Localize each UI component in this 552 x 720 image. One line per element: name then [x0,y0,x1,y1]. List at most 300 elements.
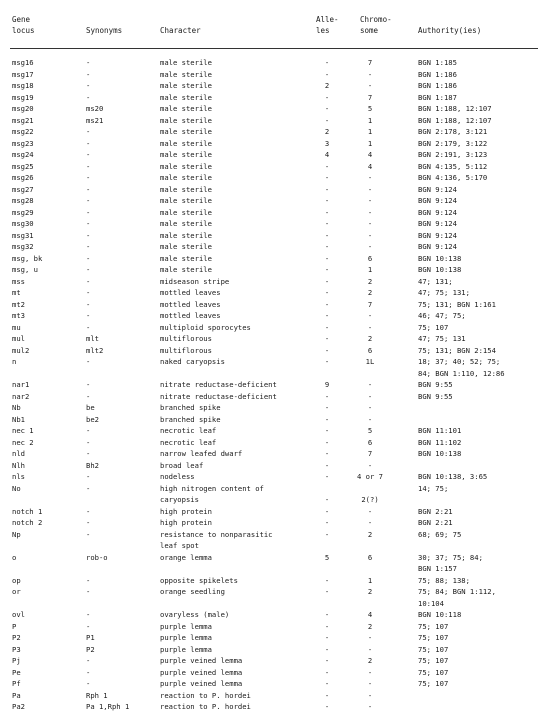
table-row [0,70,552,80]
character-cell: male sterile [160,127,212,136]
chromosome-cell: 2(?) [361,495,379,504]
character-cell: male sterile [160,173,212,182]
alleles-cell: - [324,322,330,332]
gene-locus-cell: msg, bk [12,253,43,263]
character-cell: purple veined lemma [160,679,243,688]
character-cell: nitrate reductase-deficient [160,380,277,389]
alleles-cell: 4 [324,150,330,159]
alleles-cell: - [324,242,330,251]
character-cell: male sterile [160,230,212,240]
table-row [0,587,552,597]
chromosome-cell: - [367,702,373,711]
character-cell: purple veined lemma [160,667,243,677]
table-row [0,449,552,459]
alleles-cell: - [324,460,330,470]
table-row [0,150,552,160]
chromosome-cell: 6 [367,552,373,562]
character-cell: branched spike [160,403,221,412]
authority-cell: 75; 107 [418,667,449,677]
synonyms-cell: - [86,575,91,585]
synonyms-cell: mlt [86,334,99,343]
alleles-cell: - [324,472,330,481]
gene-locus-cell: msg21 [12,115,34,125]
synonyms-cell: - [86,426,91,435]
table-row [0,679,552,689]
gene-locus-cell: ovl [12,610,25,619]
gene-locus-cell: msg24 [12,150,34,159]
character-cell: male sterile [160,58,212,67]
synonyms-cell: - [86,587,91,596]
table-row [0,599,552,609]
table-row [0,461,552,471]
gene-locus-cell: mt3 [12,311,25,320]
authority-cell: 10:104 [418,598,444,608]
table-row [0,507,552,517]
authority-cell: 46; 47; 75; [418,311,466,320]
synonyms-cell: be [86,403,95,412]
chromosome-cell: - [367,518,373,527]
authority-cell: BGN 9:124 [418,184,457,194]
alleles-cell: - [324,311,330,320]
chromosome-cell: - [367,403,373,412]
authority-cell: BGN 4:135, 5:112 [418,161,488,171]
alleles-cell: - [324,437,330,447]
table-row [0,254,552,264]
table-row [0,127,552,137]
table-row [0,173,552,183]
synonyms-cell: - [86,610,91,619]
table-row [0,277,552,287]
chromosome-cell: 1 [367,575,373,585]
alleles-cell: - [324,104,330,113]
character-cell: male sterile [160,92,212,102]
character-cell: resistance to nonparasitic [160,529,273,539]
table-row [0,300,552,310]
authority-cell: BGN 10:138 [418,265,462,274]
authority-cell: BGN 1:186 [418,81,457,90]
alleles-cell: - [324,529,330,539]
gene-locus-cell: Nb [12,403,21,412]
gene-locus-cell: P3 [12,644,21,654]
synonyms-cell: - [86,207,91,217]
character-cell: male sterile [160,219,212,228]
synonyms-cell: - [86,357,91,366]
synonyms-cell: - [86,173,91,182]
gene-locus-cell: P [12,621,17,631]
alleles-cell: - [324,265,330,274]
gene-locus-cell: Pe [12,667,21,677]
authority-cell: BGN 1:185 [418,58,457,67]
table-row [0,438,552,448]
gene-locus-cell: nec 2 [12,437,34,447]
chromosome-cell: - [367,81,373,90]
gene-locus-cell: msg26 [12,173,34,182]
chromosome-cell: 2 [367,276,373,286]
chromosome-cell: 7 [367,449,373,458]
alleles-cell: - [324,667,330,677]
character-cell: male sterile [160,161,212,171]
synonyms-cell: - [86,127,91,136]
header-authority: Authority(ies) [418,26,482,35]
character-cell: nitrate reductase-deficient [160,391,277,401]
table-row [0,162,552,172]
alleles-cell: - [324,173,330,182]
chromosome-cell: 2 [367,529,373,539]
alleles-cell: - [324,357,330,366]
authority-cell: BGN 9:55 [418,380,453,389]
synonyms-cell: - [86,656,91,665]
synonyms-cell: ms20 [86,104,104,113]
chromosome-cell: - [367,667,373,677]
alleles-cell: - [324,69,330,79]
synonyms-cell: - [86,230,91,240]
character-cell: male sterile [160,115,212,125]
character-cell: caryopsis [160,495,199,504]
alleles-cell: - [324,679,330,688]
table-row [0,541,552,551]
chromosome-cell: 4 [367,610,373,619]
gene-locus-cell: notch 1 [12,506,43,516]
synonyms-cell: - [86,506,91,516]
chromosome-cell: 4 or 7 [357,472,383,481]
alleles-cell: - [324,702,330,711]
table-row [0,403,552,413]
gene-locus-cell: msg31 [12,230,34,240]
authority-cell: 75; 88; 138; [418,575,470,585]
gene-locus-cell: mul [12,334,25,343]
alleles-cell: - [324,230,330,240]
authority-cell: 18; 37; 40; 52; 75; [418,357,501,366]
table-row [0,426,552,436]
chromosome-cell: - [367,207,373,217]
chromosome-cell: 6 [367,345,373,355]
character-cell: branched spike [160,414,221,424]
authority-cell: BGN 10:138 [418,449,462,458]
header-rule [10,48,538,49]
character-cell: male sterile [160,69,212,79]
chromosome-cell: - [367,690,373,700]
synonyms-cell: - [86,437,91,447]
authority-cell: BGN 9:124 [418,230,457,240]
chromosome-cell: 1L [365,357,375,366]
character-cell: multiploid sporocytes [160,322,251,332]
synonyms-cell: Bh2 [86,460,99,470]
synonyms-cell: - [86,265,91,274]
synonyms-cell: P1 [86,633,95,642]
alleles-cell: 2 [324,127,330,136]
alleles-cell: - [324,633,330,642]
alleles-cell: - [324,58,330,67]
alleles-cell: 3 [324,138,330,148]
table-row [0,415,552,425]
table-row [0,576,552,586]
chromosome-cell: 1 [367,115,373,125]
chromosome-cell: - [367,219,373,228]
authority-cell: BGN 2:21 [418,518,453,527]
table-row [0,81,552,91]
chromosome-cell: - [367,679,373,688]
header-gene-locus: Gene locus [12,15,35,35]
table-row [0,656,552,666]
authority-cell: BGN 11:101 [418,426,462,435]
gene-locus-cell: msg17 [12,69,34,79]
alleles-cell: - [324,92,330,102]
alleles-cell: 5 [324,552,330,562]
gene-locus-cell: msg28 [12,196,34,205]
header-chromosome: Chromo- some [360,15,392,35]
authority-cell: 75; 107 [418,621,449,631]
character-cell: nodeless [160,472,195,481]
gene-locus-cell: msg22 [12,127,34,136]
chromosome-cell: 1 [367,265,373,274]
character-cell: broad leaf [160,460,204,470]
character-cell: male sterile [160,184,212,194]
synonyms-cell: be2 [86,414,99,424]
chromosome-cell: 4 [367,161,373,171]
table-row [0,242,552,252]
alleles-cell: - [324,587,330,596]
table-row [0,495,552,505]
synonyms-cell: - [86,138,91,148]
table-row [0,139,552,149]
chromosome-cell: 7 [367,299,373,309]
table-row [0,58,552,68]
synonyms-cell: - [86,391,91,401]
authority-cell: 75; 131; BGN 2:154 [418,345,496,355]
authority-cell: BGN 1:188, 12:107 [418,115,492,125]
alleles-cell: - [324,644,330,654]
synonyms-cell: rob-o [86,552,108,562]
synonyms-cell: Rph 1 [86,690,108,700]
authority-cell: BGN 2:178, 3:121 [418,127,488,136]
table-row [0,610,552,620]
alleles-cell: - [324,506,330,516]
gene-locus-cell: msg19 [12,92,34,102]
chromosome-cell: 5 [367,104,373,113]
character-cell: male sterile [160,196,212,205]
synonyms-cell: - [86,679,91,688]
gene-locus-cell: msg18 [12,81,34,90]
synonyms-cell: - [86,196,91,205]
alleles-cell: - [324,334,330,343]
authority-cell: 75; 131; BGN 1:161 [418,299,496,309]
alleles-cell: - [324,518,330,527]
authority-cell: BGN 1:188, 12:107 [418,104,492,113]
synonyms-cell: - [86,58,91,67]
alleles-cell: - [324,414,330,424]
authority-cell: BGN 2:21 [418,506,453,516]
synonyms-cell: - [86,322,91,332]
character-cell: reaction to P. hordei [160,702,251,711]
alleles-cell: - [324,288,330,297]
authority-cell: BGN 2:179, 3:122 [418,138,488,148]
character-cell: multiflorous [160,345,212,355]
authority-cell: 68; 69; 75 [418,529,462,539]
character-cell: male sterile [160,104,212,113]
character-cell: male sterile [160,207,212,217]
character-cell: male sterile [160,265,212,274]
gene-locus-cell: mt [12,288,21,297]
gene-locus-cell: msg27 [12,184,34,194]
chromosome-cell: - [367,391,373,401]
gene-locus-cell: msg16 [12,58,34,67]
authority-cell: 75; 107 [418,633,449,642]
table-row [0,196,552,206]
authority-cell: 75; 107 [418,679,449,688]
chromosome-cell: - [367,414,373,424]
authority-cell: 14; 75; [418,483,449,493]
synonyms-cell: P2 [86,644,95,654]
chromosome-cell: - [367,173,373,182]
chromosome-cell: - [367,184,373,194]
table-row [0,346,552,356]
table-row [0,622,552,632]
authority-cell: 84; BGN 1:110, 12:86 [418,368,505,378]
gene-locus-cell: msg, u [12,265,38,274]
character-cell: necrotic leaf [160,426,217,435]
synonyms-cell: - [86,667,91,677]
alleles-cell: - [324,610,330,619]
chromosome-cell: 6 [367,253,373,263]
character-cell: necrotic leaf [160,437,217,447]
character-cell: orange seedling [160,587,225,596]
character-cell: multiflorous [160,334,212,343]
alleles-cell: - [324,449,330,458]
table-row [0,668,552,678]
authority-cell: BGN 9:124 [418,207,457,217]
table-row [0,633,552,643]
chromosome-cell: 1 [367,127,373,136]
authority-cell: 47; 131; [418,276,453,286]
authority-cell: BGN 1:157 [418,564,457,573]
authority-cell: BGN 9:124 [418,242,457,251]
authority-cell: BGN 9:55 [418,391,453,401]
alleles-cell: - [324,426,330,435]
synonyms-cell: - [86,518,91,527]
alleles-cell: - [324,690,330,700]
alleles-cell: - [324,575,330,585]
gene-locus-cell: Pj [12,656,21,665]
table-row [0,288,552,298]
table-row [0,553,552,563]
authority-cell: BGN 2:191, 3:123 [418,150,488,159]
alleles-cell: - [324,196,330,205]
header-character: Character [160,26,201,35]
authority-cell: BGN 10:138, 3:65 [418,472,488,481]
character-cell: male sterile [160,81,212,90]
header-synonyms: Synonyms [86,26,123,35]
alleles-cell: - [324,184,330,194]
synonyms-cell: mlt2 [86,345,104,355]
synonyms-cell: - [86,92,91,102]
character-cell: orange lemma [160,552,212,562]
alleles-cell: - [324,495,330,504]
character-cell: ovaryless (male) [160,610,230,619]
chromosome-cell: - [367,460,373,470]
synonyms-cell: - [86,184,91,194]
chromosome-cell: - [367,230,373,240]
gene-locus-cell: msg32 [12,242,34,251]
authority-cell: BGN 11:102 [418,437,462,447]
chromosome-cell: - [367,242,373,251]
chromosome-cell: - [367,506,373,516]
table-row [0,484,552,494]
alleles-cell: - [324,391,330,401]
gene-locus-cell: Nb1 [12,414,25,424]
character-cell: high protein [160,506,212,516]
synonyms-cell: - [86,529,91,539]
gene-locus-cell: No [12,483,21,493]
authority-cell: BGN 10:138 [418,253,462,263]
table-row [0,208,552,218]
chromosome-cell: 5 [367,426,373,435]
table-row [0,334,552,344]
gene-locus-cell: msg23 [12,138,34,148]
character-cell: high nitrogen content of [160,483,264,493]
gene-locus-cell: Pa2 [12,702,25,711]
chromosome-cell: - [367,69,373,79]
character-cell: high protein [160,518,212,527]
gene-locus-cell: mt2 [12,299,25,309]
character-cell: male sterile [160,242,212,251]
chromosome-cell: - [367,196,373,205]
table-row [0,116,552,126]
table-row [0,369,552,379]
alleles-cell: - [324,403,330,412]
table-row [0,357,552,367]
table-row [0,93,552,103]
chromosome-cell: 2 [367,621,373,631]
table-row [0,219,552,229]
chromosome-cell: 4 [367,150,373,159]
alleles-cell: - [324,253,330,263]
authority-cell: BGN 4:136, 5:170 [418,173,488,182]
alleles-cell: - [324,345,330,355]
chromosome-cell: 1 [367,138,373,148]
gene-locus-cell: msg30 [12,219,34,228]
gene-locus-cell: Nlh [12,460,25,470]
table-row [0,265,552,275]
synonyms-cell: - [86,253,91,263]
chromosome-cell: 2 [367,288,373,297]
character-cell: mottled leaves [160,288,221,297]
character-cell: male sterile [160,253,212,263]
character-cell: leaf spot [160,541,199,550]
chromosome-cell: 2 [367,656,373,665]
character-cell: male sterile [160,150,212,159]
character-cell: purple veined lemma [160,656,243,665]
synonyms-cell: - [86,288,91,297]
gene-locus-cell: notch 2 [12,518,43,527]
table-row [0,104,552,114]
synonyms-cell: - [86,299,91,309]
table-row [0,530,552,540]
alleles-cell: - [324,219,330,228]
synonyms-cell: - [86,150,91,159]
gene-locus-cell: P2 [12,633,21,642]
synonyms-cell: - [86,69,91,79]
alleles-cell: - [324,621,330,631]
synonyms-cell: - [86,219,91,228]
chromosome-cell: - [367,311,373,320]
gene-locus-cell: or [12,587,21,596]
synonyms-cell: - [86,276,91,286]
chromosome-cell: - [367,644,373,654]
character-cell: purple lemma [160,621,212,631]
synonyms-cell: - [86,483,91,493]
table-row [0,185,552,195]
gene-locus-cell: Pa [12,690,21,700]
